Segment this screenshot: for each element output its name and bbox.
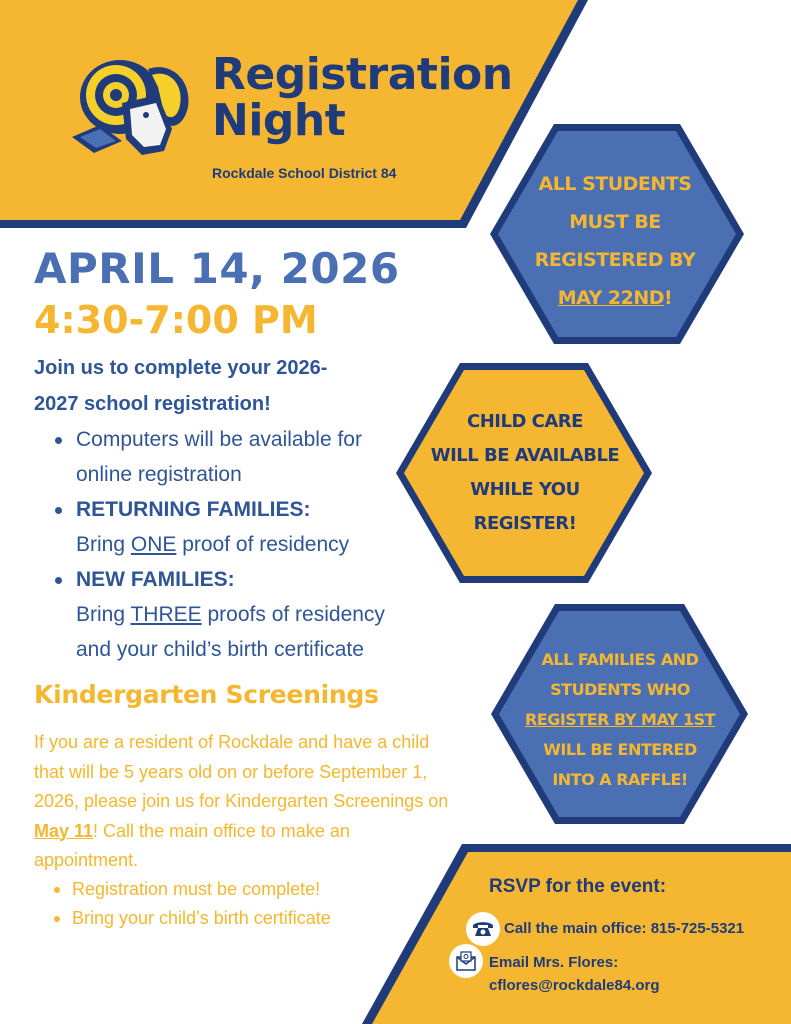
phone-contact: Call the main office: 815-725-5321: [504, 920, 745, 937]
kindergarten-description: If you are a resident of Rockdale and have a child that will be 5 years old on or before September 1, 2026, please join us for Kindergarten Screenings on May 11! Call the main office to make an appointment.: [34, 732, 449, 870]
envelope-icon: [449, 944, 483, 978]
intro-text: [34, 350, 414, 422]
kindergarten-heading: Kindergarten Screenings: [34, 680, 379, 709]
list-item: NEW FAMILIES: Bring THREE proofs of residency and your child’s birth certificate: [52, 562, 442, 667]
requirements-list: [52, 422, 442, 667]
screening-date: May 11: [34, 820, 94, 841]
email-label: Email Mrs. Flores:: [489, 954, 619, 971]
email-address[interactable]: cflores@rockdale84.org: [489, 977, 660, 994]
rsvp-heading: RSVP for the event:: [489, 876, 667, 897]
new-families-heading: NEW FAMILIES:: [76, 568, 235, 591]
intro-line-2: 2027 school registration!: [34, 393, 271, 415]
event-time: 4:30-7:00 PM: [34, 298, 318, 342]
page-title: [212, 49, 513, 146]
event-date: APRIL 14, 2026: [34, 244, 400, 293]
title-line-1: Registration: [212, 49, 513, 100]
telephone-icon: [466, 912, 500, 946]
list-item: Registration must be complete!: [54, 875, 331, 904]
ram-mascot-icon: [60, 55, 198, 157]
list-item: Computers will be available for online registration: [52, 422, 442, 492]
registration-deadline-text: ALL STUDENTS MUST BE REGISTERED BY MAY 22ND!: [534, 173, 696, 309]
kindergarten-requirements: [54, 875, 331, 933]
title-line-2: Night: [212, 95, 346, 146]
intro-line-1: Join us to complete your 2026-: [34, 357, 328, 379]
list-item: Bring your child’s birth certificate: [54, 904, 331, 933]
list-item: RETURNING FAMILIES: Bring ONE proof of residency: [52, 492, 442, 562]
child-care-text: CHILD CARE WILL BE AVAILABLE WHILE YOU REGISTER!: [430, 411, 620, 534]
raffle-text: ALL FAMILIES AND STUDENTS WHO REGISTER BY MAY 1ST WILL BE ENTERED INTO A RAFFLE!: [524, 650, 716, 789]
returning-families-heading: RETURNING FAMILIES:: [76, 498, 311, 521]
district-name: Rockdale School District 84: [212, 165, 397, 181]
